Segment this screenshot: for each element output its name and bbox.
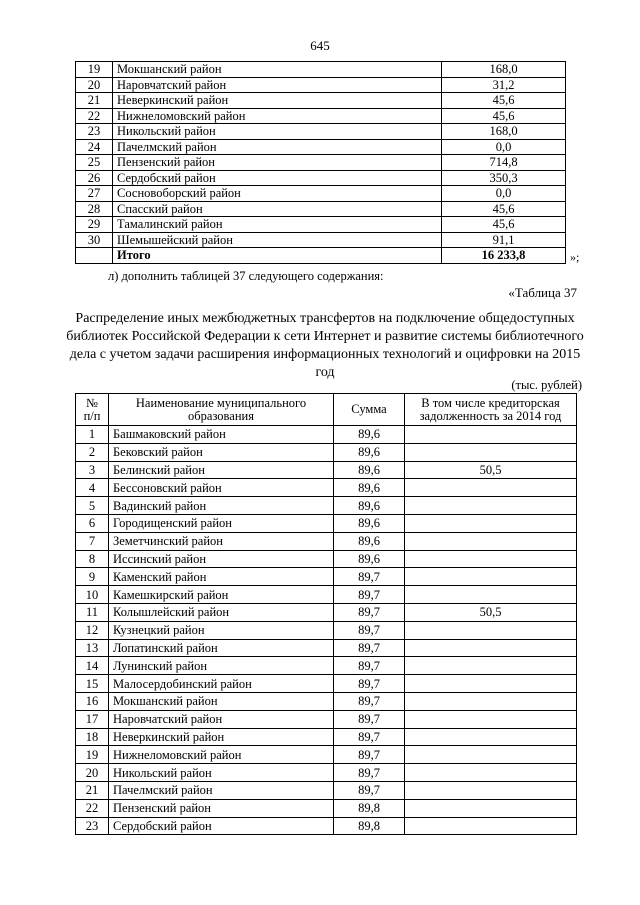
- total-label: Итого: [113, 248, 442, 264]
- amount: 89,6: [334, 550, 405, 568]
- district-name: Иссинский район: [109, 550, 334, 568]
- row-number: 24: [76, 139, 113, 155]
- row-number: 22: [76, 108, 113, 124]
- table-row: [76, 479, 577, 497]
- row-number: 23: [76, 817, 109, 835]
- row-number: 25: [76, 155, 113, 171]
- district-name: Кузнецкий район: [109, 621, 334, 639]
- district-name: Никольский район: [113, 124, 442, 140]
- district-name: Неверкинский район: [113, 93, 442, 109]
- row-number: 10: [76, 586, 109, 604]
- district-name: Никольский район: [109, 764, 334, 782]
- row-number: 29: [76, 217, 113, 233]
- table-row: [76, 532, 577, 550]
- table-row: [76, 62, 566, 78]
- amount: 89,7: [334, 657, 405, 675]
- amount: 89,8: [334, 817, 405, 835]
- table-row: [76, 603, 577, 621]
- district-name: Пензенский район: [109, 799, 334, 817]
- table-row: [76, 586, 577, 604]
- row-number: 2: [76, 443, 109, 461]
- amount: 714,8: [442, 155, 566, 171]
- amount: 0,0: [442, 139, 566, 155]
- table-row: [76, 443, 577, 461]
- table-row: [76, 621, 577, 639]
- total-number-cell: [76, 248, 113, 264]
- district-name: Неверкинский район: [109, 728, 334, 746]
- district-name: Лопатинский район: [109, 639, 334, 657]
- district-name: Городищенский район: [109, 514, 334, 532]
- total-value: 16 233,8: [442, 248, 566, 264]
- debt-amount: [405, 497, 577, 515]
- debt-amount: [405, 764, 577, 782]
- amount: 89,8: [334, 799, 405, 817]
- amount: 91,1: [442, 232, 566, 248]
- amount: 45,6: [442, 108, 566, 124]
- row-number: 21: [76, 781, 109, 799]
- amount: 45,6: [442, 217, 566, 233]
- row-number: 15: [76, 675, 109, 693]
- row-number: 26: [76, 170, 113, 186]
- debt-amount: 50,5: [405, 461, 577, 479]
- row-number: 30: [76, 232, 113, 248]
- row-number: 27: [76, 186, 113, 202]
- district-name: Спасский район: [113, 201, 442, 217]
- amount: 89,6: [334, 479, 405, 497]
- table-row: [76, 461, 577, 479]
- debt-amount: [405, 728, 577, 746]
- row-number: 19: [76, 746, 109, 764]
- debt-amount: [405, 443, 577, 461]
- row-number: 1: [76, 426, 109, 444]
- row-number: 5: [76, 497, 109, 515]
- debt-amount: [405, 532, 577, 550]
- debt-amount: [405, 710, 577, 728]
- row-number: 20: [76, 764, 109, 782]
- table-row: [76, 77, 566, 93]
- row-number: 20: [76, 77, 113, 93]
- table-row: [76, 550, 577, 568]
- amount: 89,7: [334, 746, 405, 764]
- district-name: Пензенский район: [113, 155, 442, 171]
- table-row: [76, 692, 577, 710]
- table-row: [76, 186, 566, 202]
- table-row: [76, 781, 577, 799]
- table-reference: «Таблица 37: [508, 285, 577, 300]
- amount: 89,6: [334, 443, 405, 461]
- district-name: Нижнеломовский район: [113, 108, 442, 124]
- debt-amount: [405, 621, 577, 639]
- header-sum: Сумма: [334, 394, 405, 426]
- table-row: [76, 710, 577, 728]
- amount: 89,7: [334, 781, 405, 799]
- amount: 89,7: [334, 568, 405, 586]
- closing-quote: »;: [570, 250, 580, 264]
- district-name: Бессоновский район: [109, 479, 334, 497]
- district-name: Земетчинский район: [109, 532, 334, 550]
- row-number: 18: [76, 728, 109, 746]
- debt-amount: [405, 781, 577, 799]
- table-row: [76, 217, 566, 233]
- table-row: [76, 426, 577, 444]
- amount: 350,3: [442, 170, 566, 186]
- row-number: 22: [76, 799, 109, 817]
- row-number: 23: [76, 124, 113, 140]
- district-name: Вадинский район: [109, 497, 334, 515]
- amount: 0,0: [442, 186, 566, 202]
- row-number: 8: [76, 550, 109, 568]
- row-number: 7: [76, 532, 109, 550]
- amount: 168,0: [442, 62, 566, 78]
- amount: 89,7: [334, 692, 405, 710]
- table-row: [76, 728, 577, 746]
- debt-amount: [405, 568, 577, 586]
- debt-amount: [405, 675, 577, 693]
- district-name: Наровчатский район: [109, 710, 334, 728]
- amount: 89,7: [334, 675, 405, 693]
- table-row: [76, 139, 566, 155]
- table-row: [76, 155, 566, 171]
- debt-amount: 50,5: [405, 603, 577, 621]
- district-name: Каменский район: [109, 568, 334, 586]
- row-number: 12: [76, 621, 109, 639]
- header-debt: В том числе кредиторская задолженность за 2014 год: [405, 394, 577, 426]
- amount: 31,2: [442, 77, 566, 93]
- row-number: 13: [76, 639, 109, 657]
- header-number: № п/п: [76, 394, 109, 426]
- table-row: [76, 514, 577, 532]
- table-row: [76, 170, 566, 186]
- row-number: 3: [76, 461, 109, 479]
- table-row: [76, 201, 566, 217]
- district-name: Бековский район: [109, 443, 334, 461]
- district-name: Сосновоборский район: [113, 186, 442, 202]
- row-number: 9: [76, 568, 109, 586]
- table-36-continuation: [75, 61, 566, 264]
- debt-amount: [405, 657, 577, 675]
- district-name: Шемышейский район: [113, 232, 442, 248]
- district-name: Нижнеломовский район: [109, 746, 334, 764]
- row-number: 17: [76, 710, 109, 728]
- header-name: Наименование муниципального образования: [109, 394, 334, 426]
- debt-amount: [405, 746, 577, 764]
- debt-amount: [405, 586, 577, 604]
- amount: 168,0: [442, 124, 566, 140]
- amount: 89,7: [334, 603, 405, 621]
- debt-amount: [405, 426, 577, 444]
- amount: 89,7: [334, 764, 405, 782]
- debt-amount: [405, 799, 577, 817]
- table-row: [76, 124, 566, 140]
- table-row: [76, 497, 577, 515]
- amount: 89,7: [334, 639, 405, 657]
- table-row: [76, 817, 577, 835]
- row-number: 11: [76, 603, 109, 621]
- row-number: 6: [76, 514, 109, 532]
- row-number: 28: [76, 201, 113, 217]
- amount: 89,7: [334, 621, 405, 639]
- district-name: Колышлейский район: [109, 603, 334, 621]
- district-name: Башмаковский район: [109, 426, 334, 444]
- district-name: Сердобский район: [113, 170, 442, 186]
- total-row: [76, 248, 566, 264]
- district-name: Наровчатский район: [113, 77, 442, 93]
- unit-label: (тыс. рублей): [511, 378, 582, 392]
- debt-amount: [405, 639, 577, 657]
- table-row: [76, 746, 577, 764]
- table-row: [76, 232, 566, 248]
- table-row: [76, 93, 566, 109]
- district-name: Пачелмский район: [109, 781, 334, 799]
- amount: 89,7: [334, 710, 405, 728]
- debt-amount: [405, 692, 577, 710]
- amount: 89,6: [334, 532, 405, 550]
- amount: 89,7: [334, 728, 405, 746]
- amount: 45,6: [442, 201, 566, 217]
- amount: 89,7: [334, 586, 405, 604]
- row-number: 19: [76, 62, 113, 78]
- district-name: Камешкирский район: [109, 586, 334, 604]
- amount: 89,6: [334, 426, 405, 444]
- district-name: Белинский район: [109, 461, 334, 479]
- district-name: Сердобский район: [109, 817, 334, 835]
- table-row: [76, 657, 577, 675]
- district-name: Лунинский район: [109, 657, 334, 675]
- row-number: 16: [76, 692, 109, 710]
- table-row: [76, 764, 577, 782]
- amount: 89,6: [334, 514, 405, 532]
- debt-amount: [405, 479, 577, 497]
- debt-amount: [405, 817, 577, 835]
- amount: 89,6: [334, 497, 405, 515]
- debt-amount: [405, 550, 577, 568]
- debt-amount: [405, 514, 577, 532]
- amount: 45,6: [442, 93, 566, 109]
- page-number: 645: [310, 38, 330, 53]
- table-header-row: [76, 394, 577, 426]
- table-row: [76, 568, 577, 586]
- district-name: Тамалинский район: [113, 217, 442, 233]
- table-row: [76, 799, 577, 817]
- table-37: [75, 393, 577, 835]
- row-number: 14: [76, 657, 109, 675]
- row-number: 21: [76, 93, 113, 109]
- district-name: Пачелмский район: [113, 139, 442, 155]
- table-row: [76, 108, 566, 124]
- district-name: Малосердобинский район: [109, 675, 334, 693]
- district-name: Мокшанский район: [109, 692, 334, 710]
- table-row: [76, 639, 577, 657]
- table-row: [76, 675, 577, 693]
- row-number: 4: [76, 479, 109, 497]
- table-title: Распределение иных межбюджетных трансфертов на подключение общедоступных библиотек Российской Федерации к сети Интернет и развитие системы библиотечного дела с учетом задачи расширения информационных технологий и оцифровки на 2015 год: [66, 311, 584, 380]
- district-name: Мокшанский район: [113, 62, 442, 78]
- amendment-note: л) дополнить таблицей 37 следующего содержания:: [108, 269, 384, 283]
- amount: 89,6: [334, 461, 405, 479]
